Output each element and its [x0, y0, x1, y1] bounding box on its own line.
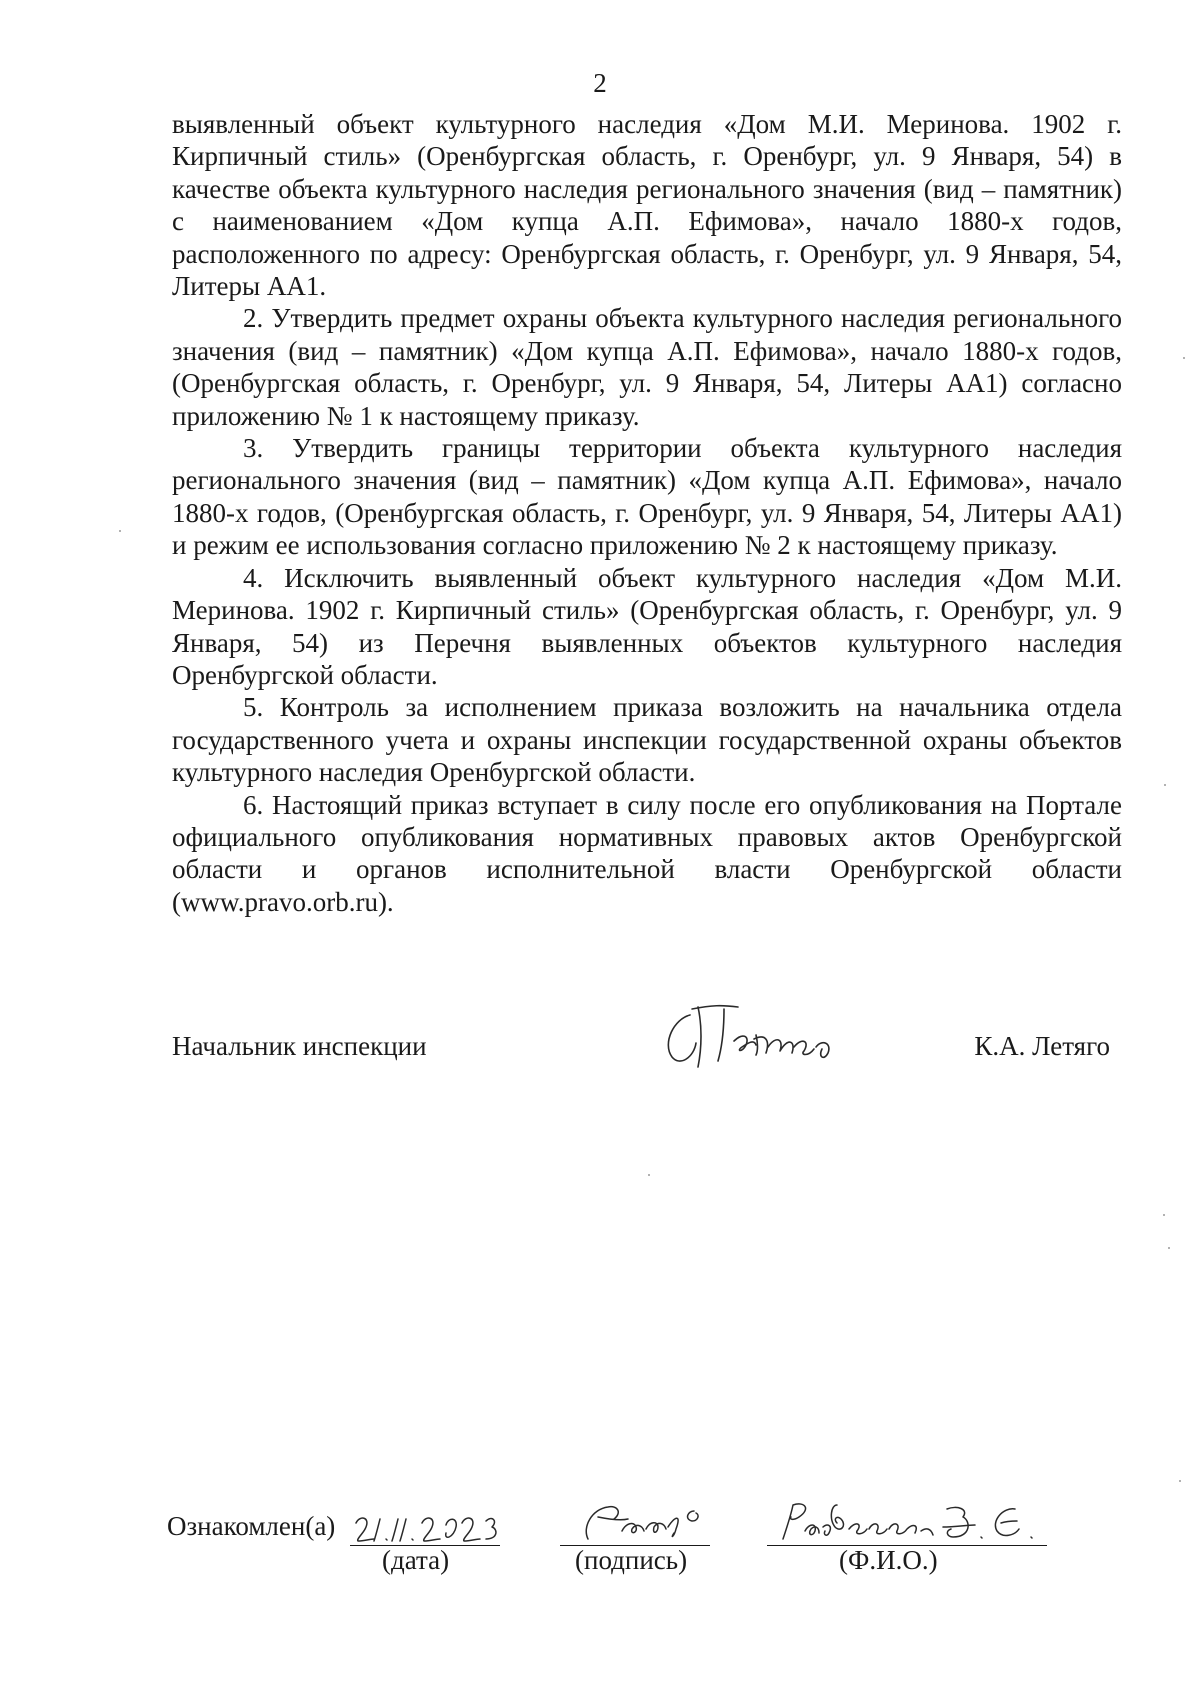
document-body [172, 108, 1122, 918]
scan-speck [1179, 1480, 1181, 1482]
date-field [350, 1505, 500, 1546]
acknowledgement-block [167, 1505, 1127, 1585]
scan-speck [648, 1174, 650, 1176]
signature-field [560, 1505, 710, 1546]
scan-speck [119, 530, 121, 532]
scan-speck [1183, 357, 1185, 359]
signatory-title: Начальник инспекции [172, 1031, 427, 1061]
paragraph-item-4: 4. Исключить выявленный объект культурного наследия «Дом М.И. Меринова. 1902 г. Кирпичный стиль» (Оренбургская область, г. Оренбург, ул. 9 Января, 54) из Перечня выявленных объектов культурного наследия Оренбургской области. [172, 562, 1122, 690]
handwritten-full-name [775, 1497, 1075, 1545]
signature-caption: (подпись) [575, 1545, 688, 1575]
page-number: 2 [593, 68, 607, 98]
handwritten-initials-signature [578, 1499, 718, 1545]
signatory-name: К.А. Летяго [974, 1031, 1110, 1061]
scan-speck [1164, 784, 1166, 786]
fio-caption: (Ф.И.О.) [839, 1545, 938, 1575]
paragraph-item-6: 6. Настоящий приказ вступает в силу после его опубликования на Портале официального опубликования нормативных правовых актов Оренбургской области и органов исполнительной власти Оренбургской области (www.pravo.orb.ru). [172, 789, 1122, 917]
paragraph-continuation: выявленный объект культурного наследия «Дом М.И. Меринова. 1902 г. Кирпичный стиль» (Оренбургская область, г. Оренбург, ул. 9 Января, 54) в качестве объекта культурного наследия регионального значения (вид – памятник) с наименованием «Дом купца А.П. Ефимова», начало 1880-х годов, расположенного по адресу: Оренбургская область, г. Оренбург, ул. 9 Января, 54, Литеры АА1. [172, 109, 1122, 302]
paragraph-item-3: 3. Утвердить границы территории объекта культурного наследия регионального значения (вид – памятник) «Дом купца А.П. Ефимова», начало 1880-х годов, (Оренбургская область, г. Оренбург, ул. 9 Января, 54, Литеры АА1) и режим ее использования согласно приложению № 2 к настоящему приказу. [172, 433, 1122, 561]
fio-field [767, 1505, 1047, 1546]
date-caption: (дата) [382, 1545, 450, 1575]
handwritten-date [352, 1509, 500, 1545]
scan-speck [1163, 1214, 1165, 1216]
scan-speck [1168, 1247, 1170, 1249]
handwritten-signature [652, 995, 862, 1075]
acknowledged-label: Ознакомлен(а) [167, 1511, 336, 1541]
paragraph-item-2: 2. Утвердить предмет охраны объекта культурного наследия регионального значения (вид – памятник) «Дом купца А.П. Ефимова», начало 1880-х годов, (Оренбургская область, г. Оренбург, ул. 9 Января, 54, Литеры АА1) согласно приложению № 1 к настоящему приказу. [172, 303, 1122, 431]
signature-block [172, 1005, 1122, 1085]
paragraph-item-5: 5. Контроль за исполнением приказа возложить на начальника отдела государственного учета и охраны инспекции государственной охраны объектов культурного наследия Оренбургской области. [172, 692, 1122, 788]
